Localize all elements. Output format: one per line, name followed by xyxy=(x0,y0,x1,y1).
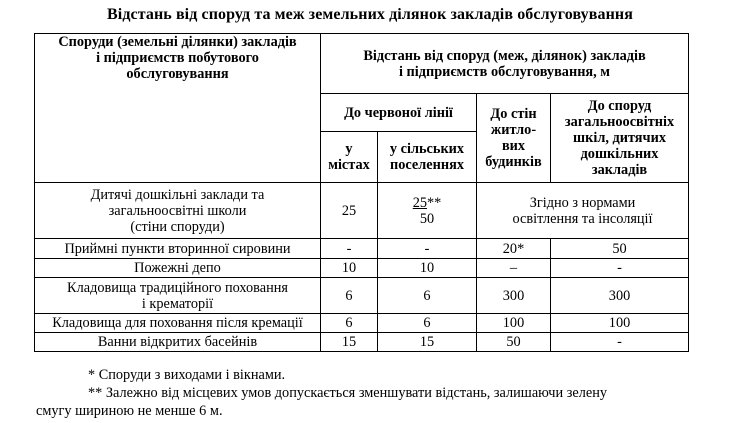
cell-villages: 15 xyxy=(378,333,477,352)
header-cities: у містах xyxy=(321,132,378,183)
row-name: Кладовища для поховання після кремації xyxy=(35,314,321,333)
cell-schools: 300 xyxy=(551,278,689,314)
header-facilities: Споруди (земельні ділянки) закладів і підприємств побутового обслуговування xyxy=(35,34,321,183)
cell-residential: 50 xyxy=(477,333,551,352)
cell-cities: 10 xyxy=(321,259,378,278)
cell-cities: 6 xyxy=(321,314,378,333)
cell-residential: 20* xyxy=(477,239,551,259)
row-name: Приймні пункти вторинної сировини xyxy=(35,239,321,259)
table-row xyxy=(35,333,689,352)
table-row xyxy=(35,259,689,278)
cell-residential: – xyxy=(477,259,551,278)
footnote-1: * Споруди з виходами і вікнами. xyxy=(88,367,286,383)
header-red-line: До червоної лінії xyxy=(321,94,477,132)
table-row xyxy=(35,239,689,259)
table-row xyxy=(35,183,689,239)
distance-table xyxy=(34,33,689,352)
cell-norms: Згідно з нормами освітлення та інсоляції xyxy=(477,183,689,239)
row-name: Кладовища традиційного поховання і крематорії xyxy=(35,278,321,314)
footnote-2: ** Залежно від місцевих умов допускається зменшувати відстань, залишаючи зелену xyxy=(88,385,607,401)
header-schools: До споруд загальноосвітніх шкіл, дитячих дошкільних закладів xyxy=(551,94,689,183)
row-name: Пожежні депо xyxy=(35,259,321,278)
header-villages: у сільських поселеннях xyxy=(378,132,477,183)
table-row xyxy=(35,278,689,314)
footnote-2-continued: смугу шириною не менше 6 м. xyxy=(36,403,223,419)
header-residential: До стін житло- вих будинків xyxy=(477,94,551,183)
cell-villages: 6 xyxy=(378,314,477,333)
cell-cities: 6 xyxy=(321,278,378,314)
cell-schools: 100 xyxy=(551,314,689,333)
cell-villages: - xyxy=(378,239,477,259)
cell-villages: 10 xyxy=(378,259,477,278)
cell-schools: - xyxy=(551,259,689,278)
cell-villages: 6 xyxy=(378,278,477,314)
header-distance: Відстань від споруд (меж, ділянок) закладів і підприємств обслуговування, м xyxy=(321,34,689,94)
footnotes xyxy=(36,366,706,420)
cell-schools: 50 xyxy=(551,239,689,259)
cell-cities: 25 xyxy=(321,183,378,239)
cell-cities: 15 xyxy=(321,333,378,352)
cell-schools: - xyxy=(551,333,689,352)
cell-cities: - xyxy=(321,239,378,259)
table-row xyxy=(35,314,689,333)
cell-residential: 300 xyxy=(477,278,551,314)
row-name: Дитячі дошкільні заклади та загальноосвітні школи (стіни споруди) xyxy=(35,183,321,239)
page-title: Відстань від споруд та меж земельних ділянок закладів обслуговування xyxy=(107,6,633,23)
row-name: Ванни відкритих басейнів xyxy=(35,333,321,352)
cell-villages: 25** 50 xyxy=(378,183,477,239)
cell-residential: 100 xyxy=(477,314,551,333)
